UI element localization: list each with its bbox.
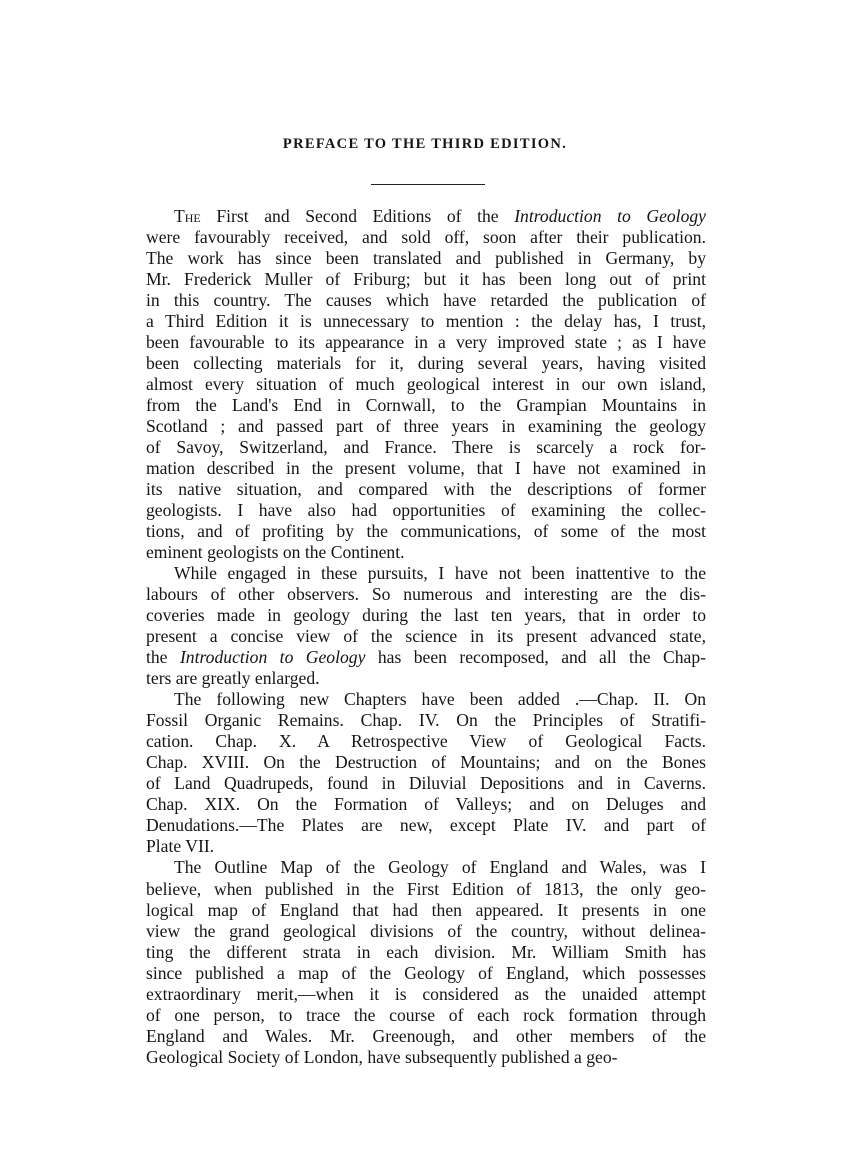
text-run: of Savoy, Switzerland, and France. There is scarcely a rock for- xyxy=(146,437,706,458)
text-line xyxy=(146,668,706,689)
text-line xyxy=(146,626,706,647)
text-run: The Outline Map of the Geology of England and Wales, was I xyxy=(174,857,706,878)
text-line xyxy=(146,563,706,584)
preface-heading: PREFACE TO THE THIRD EDITION. xyxy=(282,136,568,152)
text-line xyxy=(146,416,706,437)
text-run: eminent geologists on the Continent. xyxy=(146,542,405,563)
text-line xyxy=(146,879,706,900)
text-line xyxy=(146,542,706,563)
text-run: in this country. The causes which have retarded the publication of xyxy=(146,290,706,311)
text-run: has been recomposed, and all the Chap- xyxy=(365,647,706,668)
text-run: of Land Quadrupeds, found in Diluvial Depositions and in Caverns. xyxy=(146,773,706,794)
text-line xyxy=(146,1005,706,1026)
text-line xyxy=(146,248,706,269)
text-run: a Third Edition it is unnecessary to mention : the delay has, I trust, xyxy=(146,311,706,332)
text-run: its native situation, and compared with the descriptions of former xyxy=(146,479,706,500)
text-run: First and Second Editions of the xyxy=(200,206,515,226)
text-run: While engaged in these pursuits, I have not been inattentive to the xyxy=(174,563,706,584)
text-line xyxy=(146,290,706,311)
text-run: view the grand geological divisions of the country, without delinea- xyxy=(146,920,706,941)
text-run: ting the different strata in each division. Mr. William Smith has xyxy=(146,941,706,962)
text-run: England and Wales. Mr. Greenough, and other members of the xyxy=(146,1025,706,1046)
text-line xyxy=(146,731,706,752)
text-run: Introduction to Geology xyxy=(514,206,706,226)
text-run: ters are greatly enlarged. xyxy=(146,668,320,689)
text-line xyxy=(146,332,706,353)
text-run: Introduction to Geology xyxy=(179,647,366,668)
text-run: extraordinary merit,—when it is considered as the unaided attempt xyxy=(146,983,706,1004)
text-line xyxy=(146,647,706,668)
text-run: Scotland ; and passed part of three years in examining the geology xyxy=(146,416,706,437)
text-line xyxy=(146,269,706,290)
text-line xyxy=(146,815,706,836)
text-line xyxy=(146,605,706,626)
text-run: mation described in the present volume, that I have not examined in xyxy=(146,458,706,479)
text-line xyxy=(146,773,706,794)
text-line xyxy=(146,437,706,458)
text-line xyxy=(146,984,706,1005)
text-run: The following new Chapters have been added .—Chap. II. On xyxy=(174,689,706,710)
text-line xyxy=(146,311,706,332)
text-run: Chap. XIX. On the Formation of Valleys; and on Deluges and xyxy=(146,794,706,815)
text-run: been favourable to its appearance in a very improved state ; as I have xyxy=(146,332,706,353)
text-run: since published a map of the Geology of England, which possesses xyxy=(146,962,706,983)
text-run: Plate VII. xyxy=(146,836,215,857)
text-run: logical map of England that had then appeared. It presents in one xyxy=(146,899,706,920)
text-run: cation. Chap. X. A Retrospective View of Geological Facts. xyxy=(146,731,706,752)
text-run: The work has since been translated and published in Germany, by xyxy=(146,248,706,269)
text-line xyxy=(146,963,706,984)
text-run: been collecting materials for it, during several years, having visited xyxy=(146,353,706,374)
text-line xyxy=(146,584,706,605)
text-line xyxy=(146,500,706,521)
text-run: almost every situation of much geological interest in our own island, xyxy=(146,374,706,395)
text-line xyxy=(146,836,706,857)
text-run: tions, and of profiting by the communications, of some of the most xyxy=(146,521,706,542)
text-line xyxy=(146,794,706,815)
heading-rule xyxy=(371,184,485,185)
text-line xyxy=(146,857,706,878)
text-run: of one person, to trace the course of each rock formation through xyxy=(146,1004,706,1025)
text-run: the xyxy=(146,647,180,668)
text-line xyxy=(146,353,706,374)
preface-body xyxy=(146,206,706,1068)
text-line xyxy=(146,900,706,921)
text-line xyxy=(146,395,706,416)
text-line xyxy=(146,521,706,542)
text-run: from the Land's End in Cornwall, to the Grampian Mountains in xyxy=(146,395,706,416)
text-run: geologists. I have also had opportunities of examining the collec- xyxy=(146,500,706,521)
text-line xyxy=(146,458,706,479)
text-run: Fossil Organic Remains. Chap. IV. On the Principles of Stratifi- xyxy=(146,710,706,731)
text-run: coveries made in geology during the last ten years, that in order to xyxy=(146,605,706,626)
text-run: Chap. XVIII. On the Destruction of Mountains; and on the Bones xyxy=(146,752,706,773)
text-run: labours of other observers. So numerous and interesting are the dis- xyxy=(146,584,706,605)
text-run: The xyxy=(174,206,201,226)
text-line xyxy=(146,942,706,963)
text-line xyxy=(146,1026,706,1047)
text-line xyxy=(146,710,706,731)
text-run: present a concise view of the science in its present advanced state, xyxy=(146,626,706,647)
text-line xyxy=(146,921,706,942)
text-line xyxy=(146,227,706,248)
text-line xyxy=(146,374,706,395)
text-run: were favourably received, and sold off, soon after their publication. xyxy=(146,227,706,248)
text-run: Denudations.—The Plates are new, except Plate IV. and part of xyxy=(146,815,706,836)
text-run: Geological Society of London, have subsequently published a geo- xyxy=(146,1046,618,1067)
text-run: believe, when published in the First Edition of 1813, the only geo- xyxy=(146,878,706,899)
text-line xyxy=(146,689,706,710)
text-line xyxy=(146,1047,706,1068)
text-line xyxy=(146,206,706,227)
text-line xyxy=(146,479,706,500)
text-line xyxy=(146,752,706,773)
text-run: Mr. Frederick Muller of Friburg; but it has been long out of print xyxy=(146,269,706,290)
